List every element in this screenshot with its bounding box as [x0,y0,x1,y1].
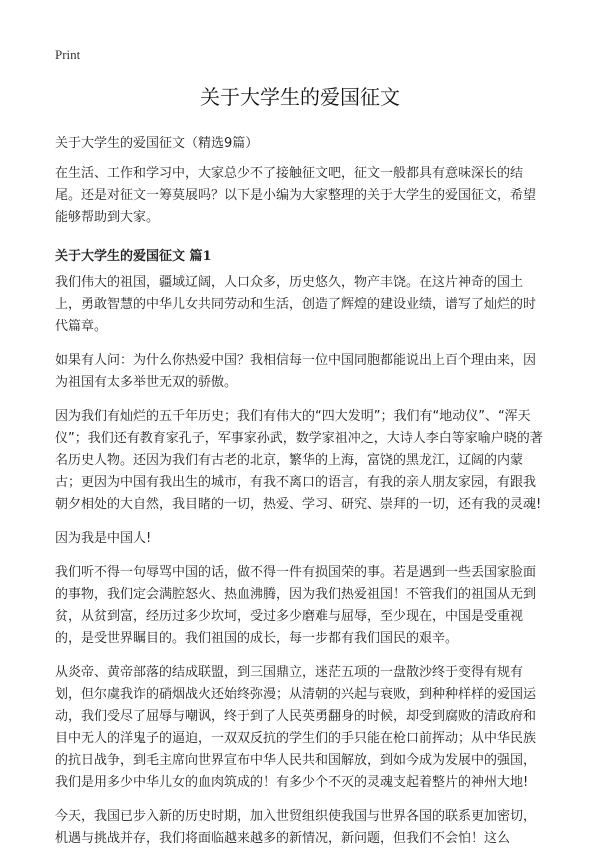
section-heading: 关于大学生的爱国征文 篇1 [55,249,212,264]
document-subtitle: 关于大学生的爱国征文（精选9篇） [55,136,259,151]
body-paragraph: 因为我们有灿烂的五千年历史；我们有伟大的“四大发明”；我们有“地动仪”、“浑天仪”；我们还有教育家孔子，军事家孙武，数学家祖冲之，大诗人李白等家喻户晓的著名历史人物。还因为我们有古老的北京，繁华的上海，富饶的黑龙江，辽阔的内蒙古；更因为中国有我出生的城市，有我不离口的语言，有我的亲人朋友家园，有跟我朝夕相处的大自然，我目睹的一切，热爱、学习、研究、崇拜的一切，还有我的灵魂! [55,409,543,512]
body-paragraph: 如果有人问：为什么你热爱中国？我相信每一位中国同胞都能说出上百个理由来，因为祖国有太多举世无双的骄傲。 [55,353,537,390]
body-paragraph: 今天，我国已步入新的历史时期，加入世贸组织使我国与世界各国的联系更加密切，机遇与挑战并存，我们将面临越来越多的新情况，新问题，但我们不会怕！这么 [55,809,537,846]
document-title: 关于大学生的爱国征文 [200,85,400,109]
body-paragraph: 我们听不得一句辱骂中国的话，做不得一件有损国荣的事。若是遇到一些丢国家脸面的事物，我们定会满腔怒火、热血沸腾，因为我们热爱祖国！不管我们的祖国从无到贫，从贫到富，经历过多少坎坷，受过多少磨难与屈辱，至少现在，中国是受重视的，是受世界瞩目的。我们祖国的成长，每一步都有我们国民的艰辛。 [55,565,537,646]
intro-paragraph: 在生活、工作和学习中，大家总少不了接触征文吧，征文一般都具有意味深长的结尾。还是对征文一筹莫展吗？以下是小编为大家整理的关于大学生的爱国征文，希望能够帮助到大家。 [55,166,537,225]
body-paragraph: 我们伟大的祖国，疆域辽阔，人口众多，历史悠久，物产丰饶。在这片神奇的国土上，勇敢智慧的中华儿女共同劳动和生活，创造了辉煌的建设业绩，谱写了灿烂的时代篇章。 [55,275,537,334]
print-link[interactable]: Print [55,47,81,62]
body-paragraph: 因为我是中国人! [55,531,152,546]
body-paragraph: 从炎帝、黄帝部落的结成联盟，到三国鼎立，迷茫五项的一盘散沙终于变得有规有划，但尔虞我诈的硝烟战火还始终弥漫；从清朝的兴起与衰败，到种种样样的爱国运动，我们受尽了屈辱与嘲讽，终于到了人民英勇翻身的时候，却受到腐败的清政府和目中无人的洋鬼子的逼迫，一双双反抗的学生们的手只能在枪口前挥动；从中华民族的抗日战争，到毛主席向世界宣布中华人民共和国解放，到如今成为发展中的强国，我们是用多少中华儿女的血肉筑成的！有多少个不灭的灵魂支起着整片的神州大地! [55,665,537,790]
